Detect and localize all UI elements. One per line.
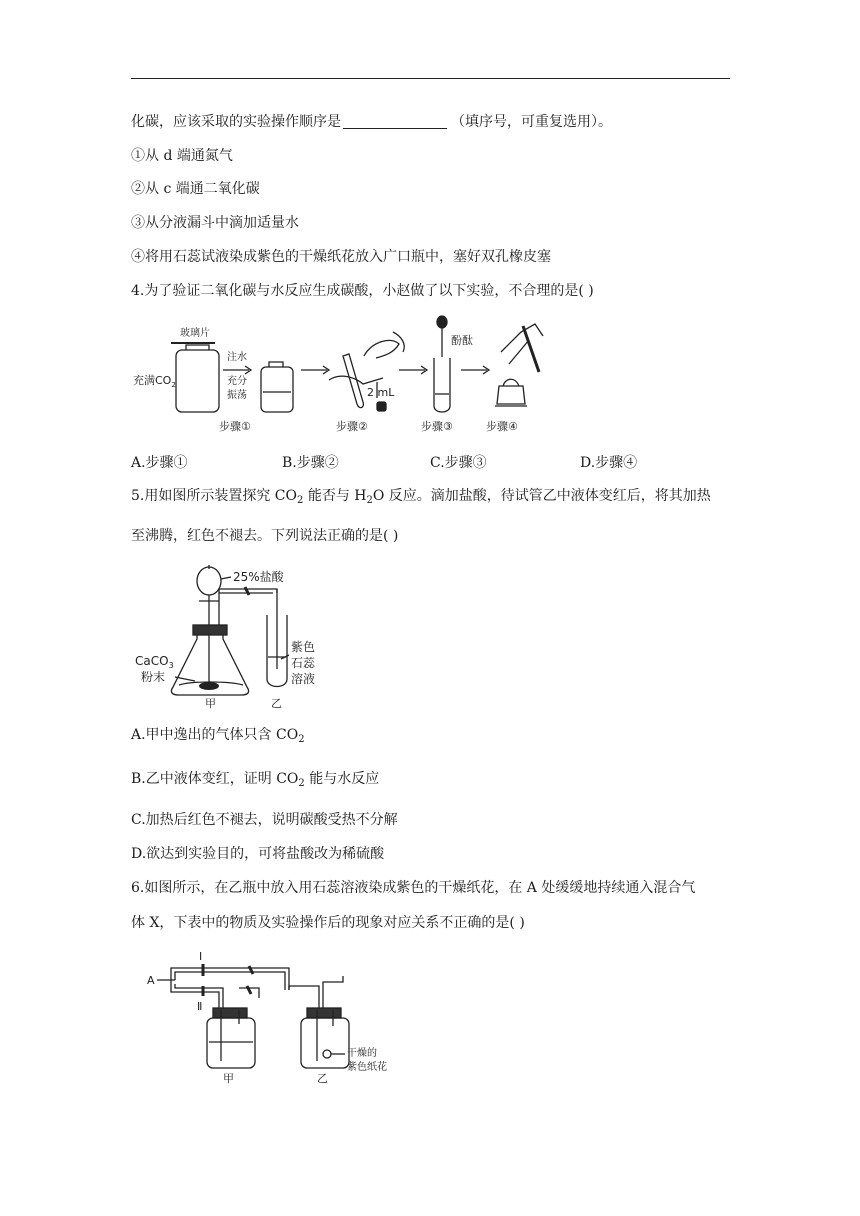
step-3-label: 步骤③ (421, 420, 453, 433)
q5-figure (131, 559, 341, 711)
q6-figure (131, 946, 421, 1086)
label-jia: 甲 (223, 1072, 234, 1085)
q4-option-d: D.步骤④ (580, 455, 638, 471)
q3-step-1: ①从 d 端通氮气 (131, 148, 233, 164)
label-yi: 乙 (317, 1072, 328, 1085)
q5-option-c: C.加热后红色不褪去，说明碳酸受热不分解 (131, 812, 398, 828)
q4-stem: 4.为了验证二氧化碳与水反应生成碳酸，小赵做了以下实验，不合理的是( ) (131, 283, 594, 299)
step-2-label: 步骤② (336, 420, 368, 433)
label-volume: 2 mL (367, 386, 395, 399)
label-inject-water: 注水 (227, 352, 247, 363)
q3-step-4: ④将用石蕊试液染成紫色的干燥纸花放入广口瓶中，塞好双孔橡皮塞 (131, 249, 551, 265)
answer-blank[interactable] (343, 114, 447, 129)
label-litmus: 石蕊 (291, 656, 316, 670)
label-caco3: CaCO$_3$ (135, 654, 174, 670)
q5-option-d: D.欲达到实验目的，可将盐酸改为稀硫酸 (131, 846, 385, 862)
label-valve-2: Ⅱ (197, 1000, 203, 1013)
q4-option-a: A.步骤① (131, 455, 188, 471)
q3-step-2: ②从 c 端通二氧化碳 (131, 181, 260, 197)
label-solution: 溶液 (291, 672, 316, 686)
q5-option-b: B.乙中液体变红，证明 $CO_2$ 能与水反应 (131, 771, 380, 789)
label-yi: 乙 (271, 697, 282, 710)
label-purple-flower: 紫色纸花 (347, 1062, 387, 1073)
label-powder: 粉末 (141, 670, 166, 684)
label-phenolphthalein: 酚酞 (451, 334, 473, 347)
label-shake-2: 振荡 (227, 390, 247, 401)
step-4-label: 步骤④ (486, 420, 518, 433)
label-dry: 干燥的 (347, 1048, 377, 1059)
label-valve-1: Ⅰ (199, 950, 203, 963)
q3-step-3: ③从分液漏斗中滴加适量水 (131, 215, 299, 231)
label-filled-co2: 充满$CO_2$ (133, 374, 176, 389)
label-glass-sheet: 玻璃片 (180, 328, 210, 339)
q3-instruction: 化碳，应该采取的实验操作顺序是 （填序号，可重复选用）。 (131, 114, 612, 130)
label-jia: 甲 (205, 697, 216, 710)
q4-option-b: B.步骤② (282, 455, 339, 471)
q5-stem-line2: 至沸腾，红色不褪去。下列说法正确的是( ) (131, 528, 399, 544)
q5-stem-line1: 5.用如图所示装置探究 $CO_2$ 能否与 $H_2O$ 反应。滴加盐酸，待试管乙中液体变红后，将其加热 (131, 488, 711, 506)
label-inlet-a: A (147, 974, 155, 987)
q6-stem-line1: 6.如图所示，在乙瓶中放入用石蕊溶液染成紫色的干燥纸花，在 A 处缓缓地持续通入混合气 (131, 880, 696, 896)
label-acid: 25%盐酸 (233, 570, 284, 584)
header-rule (131, 78, 730, 79)
q4-option-c: C.步骤③ (430, 455, 487, 471)
q6-stem-line2: 体 X，下表中的物质及实验操作后的现象对应关系不正确的是( ) (131, 915, 525, 931)
q5-option-a: A.甲中逸出的气体只含 $CO_2$ (131, 727, 305, 745)
label-shake-1: 充分 (227, 376, 247, 387)
step-1-label: 步骤① (219, 420, 251, 433)
label-purple: 紫色 (291, 640, 316, 654)
q4-figure (131, 312, 556, 437)
